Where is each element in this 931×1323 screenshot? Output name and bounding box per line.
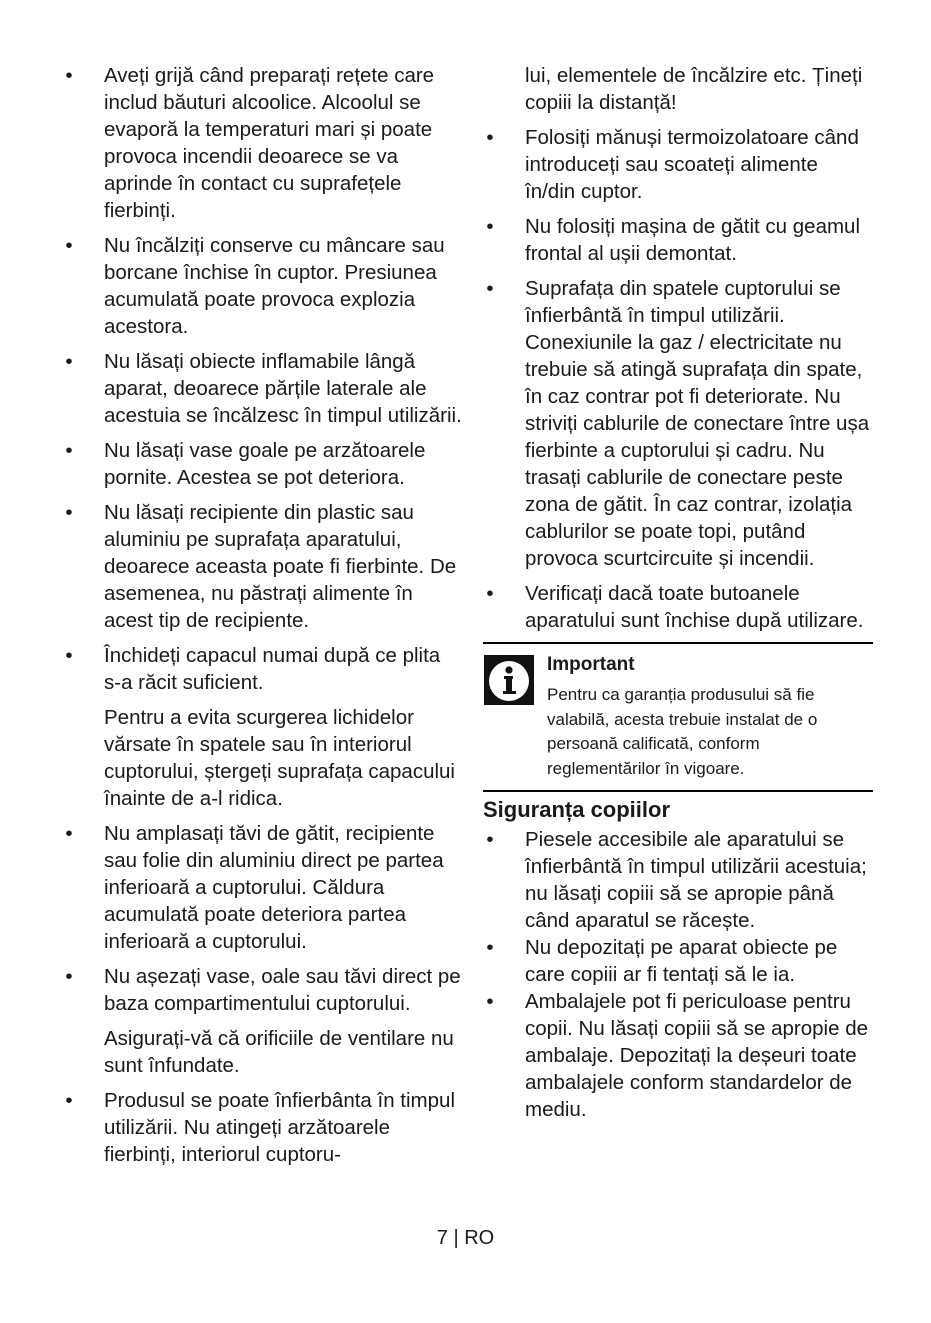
list-item-text: Închideți capacul numai după ce plita s-a răcit suficient.	[104, 644, 441, 694]
bullet-icon: •	[65, 644, 73, 667]
list-item	[62, 499, 462, 634]
list-item	[62, 62, 462, 224]
list-item	[483, 988, 873, 1123]
notice-body	[547, 653, 873, 781]
list-item-text: Pentru a evita scurgerea lichidelor vărsate în spatele sau în interiorul cuptorului, ștergeți suprafața capacului înainte de a-l ridica.	[104, 706, 455, 810]
list-item-text: Nu lăsați obiecte inflamabile lângă aparat, deoarece părțile laterale ale acestuia se încălzesc în timpul utilizării.	[104, 350, 462, 427]
bullet-icon: •	[486, 990, 494, 1013]
bullet-icon: •	[65, 501, 73, 524]
list-item-text: Asigurați-vă că orificiile de ventilare nu sunt înfundate.	[104, 1027, 454, 1077]
bullet-icon: •	[486, 936, 494, 959]
bullet-icon: •	[65, 64, 73, 87]
bullet-icon: •	[486, 215, 494, 238]
list-item-text: Ambalajele pot fi periculoase pentru copii. Nu lăsați copiii să se apropie de ambalaje. Depozitați la deșeuri toate ambalajele conform standardelor de mediu.	[525, 990, 868, 1121]
notice-text: Pentru ca garanția produsului să fie valabilă, acesta trebuie instalat de o persoană calificată, conform reglementărilor în vigoare.	[547, 685, 818, 778]
list-item	[62, 232, 462, 340]
left-bullet-list	[62, 62, 462, 1168]
list-item-text: Nu așezați vase, oale sau tăvi direct pe baza compartimentului cuptorului.	[104, 965, 461, 1015]
list-item-text: Piesele accesibile ale aparatului se înfierbântă în timpul utilizării acestuia; nu lăsați copiii să se apropie până când aparatul se răcește.	[525, 828, 867, 932]
list-item-text: Produsul se poate înfierbânta în timpul utilizării. Nu atingeți arzătoarele fierbinți, interiorul cuptoru-	[104, 1089, 455, 1166]
list-item-text: Nu încălziți conserve cu mâncare sau borcane închise în cuptor. Presiunea acumulată poate provoca explozia acestora.	[104, 234, 445, 338]
notice-title: Important	[547, 654, 635, 675]
right-bullet-list	[483, 124, 873, 634]
bullet-icon: •	[486, 277, 494, 300]
list-item	[62, 348, 462, 429]
list-item-text: Nu folosiți mașina de gătit cu geamul frontal al ușii demontat.	[525, 215, 861, 265]
list-item-text: Nu lăsați vase goale pe arzătoarele pornite. Acestea se pot deteriora.	[104, 439, 426, 489]
list-item	[62, 642, 462, 812]
bullet-icon: •	[65, 234, 73, 257]
page-number: 7 | RO	[436, 1227, 495, 1249]
list-item	[483, 275, 873, 572]
list-item	[62, 820, 462, 955]
list-item	[483, 124, 873, 205]
list-item-text: Nu lăsați recipiente din plastic sau aluminiu pe suprafața aparatului, deoarece aceasta poate fi fierbinte. De asemenea, nu păstrați alimente în acest tip de recipiente.	[104, 501, 457, 632]
list-item-text: Verificați dacă toate butoanele aparatului sunt închise după utilizare.	[525, 582, 864, 632]
bullet-icon: •	[486, 828, 494, 851]
list-item	[62, 437, 462, 491]
section-title: Siguranța copiilor	[483, 797, 671, 822]
bullet-icon: •	[486, 582, 494, 605]
continuation-text: lui, elementele de încălzire etc. Țineți copiii la distanță!	[525, 64, 863, 114]
bullet-icon: •	[65, 439, 73, 462]
continuation-paragraph	[483, 62, 873, 116]
list-item	[62, 963, 462, 1079]
list-item-text: Folosiți mănuși termoizolatoare când introduceți sau scoateți alimente în/din cuptor.	[525, 126, 859, 203]
bullet-icon: •	[65, 822, 73, 845]
list-item-text: Aveți grijă când preparați rețete care includ băuturi alcoolice. Alcoolul se evaporă la temperaturi mari și poate provoca incendii deoarece se va aprinde în contact cu suprafețele fierbinți.	[104, 64, 435, 222]
list-item-text: Nu depozitați pe aparat obiecte pe care copiii ar fi tentați să le ia.	[525, 936, 838, 986]
bullet-icon: •	[65, 965, 73, 988]
list-item	[483, 580, 873, 634]
list-item	[483, 934, 873, 988]
list-item-text: Suprafața din spatele cuptorului se înfierbântă în timpul utilizării. Conexiunile la gaz / electricitate nu trebuie să atingă suprafața din spate, în caz contrar pot fi deteriorate. Nu striviți cablurile de conectare între ușa fierbinte a cuptorului și cadru. Nu trasați cablurile de conectare peste zona de gătit. În caz contrar, izolația cablurilor se poate topi, putând provoca scurtcircuite și incendii.	[525, 277, 870, 570]
list-item	[483, 826, 873, 934]
info-icon	[484, 655, 534, 705]
list-item	[483, 213, 873, 267]
list-item	[62, 1087, 462, 1168]
bullet-icon: •	[65, 350, 73, 373]
bullet-icon: •	[486, 126, 494, 149]
list-item-text: Nu amplasați tăvi de gătit, recipiente sau folie din aluminiu direct pe partea inferioară a cuptorului. Căldura acumulată poate deteriora partea inferioară a cuptorului.	[104, 822, 444, 953]
right-column	[483, 62, 873, 1123]
important-notice	[483, 642, 873, 792]
child-safety-list	[483, 826, 873, 1123]
left-column	[62, 62, 462, 1176]
bullet-icon: •	[65, 1089, 73, 1112]
